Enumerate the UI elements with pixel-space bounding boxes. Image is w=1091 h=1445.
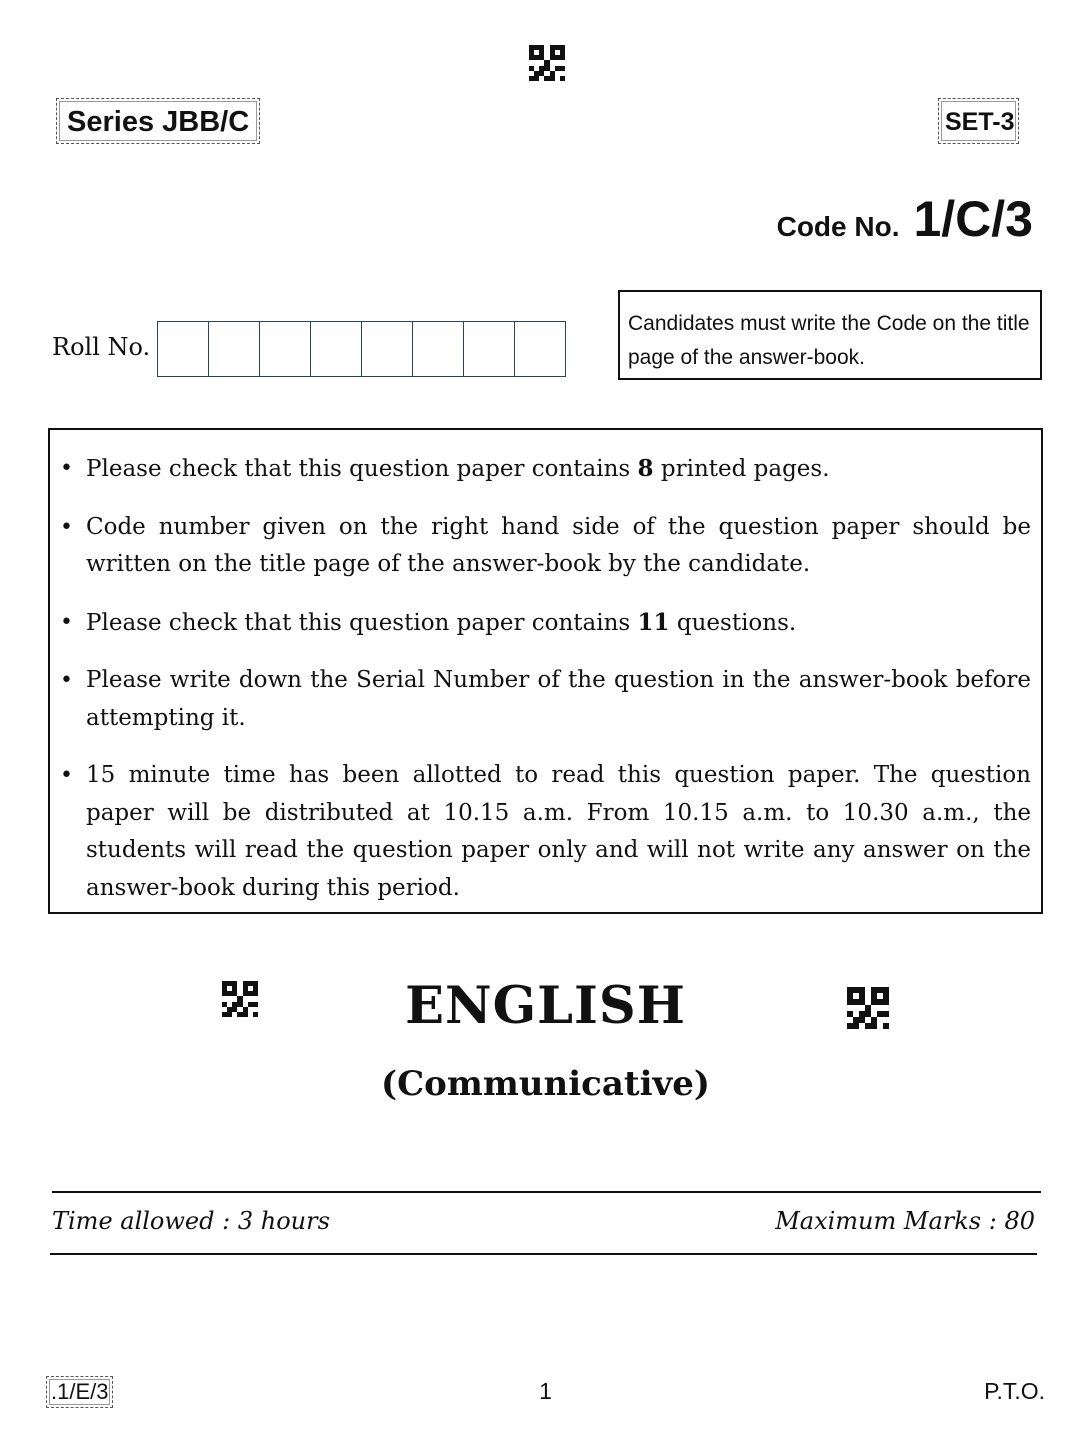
code-number [777,190,1033,248]
code-value: 1/C/3 [913,191,1033,247]
roll-number-boxes[interactable] [157,321,566,377]
roll-number-box[interactable] [514,322,565,376]
roll-number-box[interactable] [259,322,310,376]
series-label: Series JBB/C [56,98,260,144]
divider-bottom [50,1253,1037,1255]
roll-number-box[interactable] [208,322,259,376]
roll-number-label: Roll No. [52,333,151,361]
divider-top [52,1191,1041,1193]
roll-number-box[interactable] [463,322,514,376]
pto-label: P.T.O. [984,1378,1045,1404]
instruction-item: • Please check that this question paper contains 11 questions. [86,604,1031,643]
subject-subtitle: (Communicative) [381,1064,710,1104]
candidate-note-text: Candidates must write the Code on the title page of the answer-book. [628,312,1030,369]
roll-number-box[interactable] [310,322,361,376]
instruction-item: • Code number given on the right hand side of the question paper should be written on the title page of the answer-book by the candidate. [86,509,1031,584]
instruction-item: • 15 minute time has been allotted to read this question paper. The question paper will be distributed at 10.15 a.m. From 10.15 a.m. to 10.30 a.m., the students will read the question paper only and will not write any answer on the answer-book during this period. [86,757,1031,907]
roll-number-box[interactable] [412,322,463,376]
maximum-marks: Maximum Marks : 80 [775,1207,1035,1235]
page-number: 1 [539,1378,552,1404]
instructions-box [48,428,1043,914]
qr-code-icon [529,45,565,81]
code-prefix: Code No. [776,211,900,242]
time-allowed: Time allowed : 3 hours [52,1207,330,1235]
instruction-item: • Please check that this question paper contains 8 printed pages. [86,450,1031,489]
instructions-list [62,450,1031,907]
footer-paper-code: .1/E/3 [46,1376,113,1408]
set-label: SET-3 [938,98,1019,144]
roll-number-box[interactable] [361,322,412,376]
roll-number-box[interactable] [158,322,208,376]
instruction-item: • Please write down the Serial Number of the question in the answer-book before attempting it. [86,662,1031,737]
subject-title: ENGLISH [405,976,686,1036]
candidate-note [618,290,1042,380]
